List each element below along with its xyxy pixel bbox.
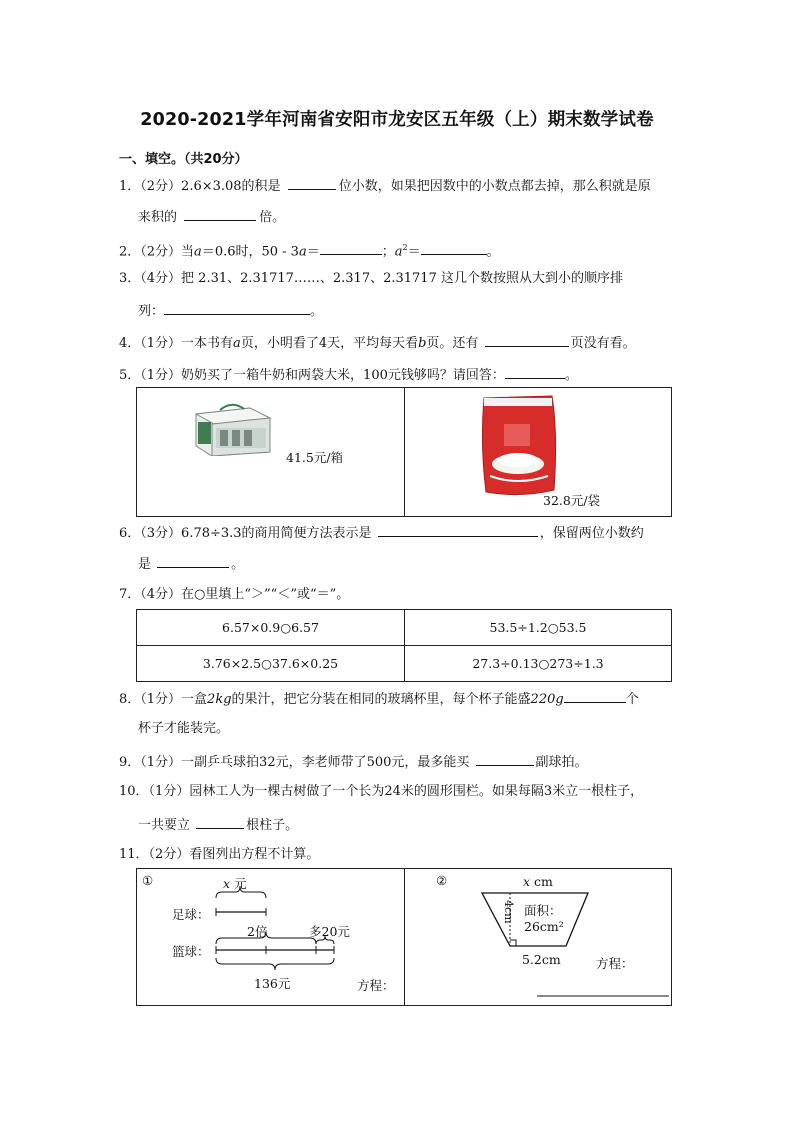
answer-blank[interactable]: [184, 208, 256, 221]
milk-box-image: [190, 398, 274, 456]
answer-blank[interactable]: [476, 753, 534, 766]
milk-price: 41.5元/箱: [286, 450, 344, 465]
more-label: 多20元: [309, 924, 350, 939]
answer-blank[interactable]: [505, 366, 565, 379]
question-8-line-1: 8．（1分）一盒2kg的果汁，把它分装在相同的玻璃杯里，每个杯子能盛220g 个: [119, 692, 639, 707]
top-base-label: x cm: [523, 874, 553, 889]
compare-cell[interactable]: 27.3÷0.13○273÷1.3: [405, 646, 672, 682]
question-1-line-2: 来积的 倍。: [138, 210, 286, 225]
answer-blank[interactable]: [157, 555, 229, 568]
figure-2-number: ②: [436, 873, 448, 888]
question-9: 9．（1分）一副乒乓球拍32元，李老师带了500元，最多能买 副球拍。: [119, 755, 588, 770]
compare-cell[interactable]: 53.5÷1.2○53.5: [405, 610, 672, 646]
question-1-line-1: 1．（2分）2.6×3.08的积是 位小数，如果把因数中的小数点都去掉，那么积就是原: [119, 179, 651, 194]
rice-bag-image: [474, 394, 566, 498]
question-10-line-1: 10．（1分）园林工人为一棵古树做了一个长为24米的圆形围栏。如果每隔3米立一根柱子，: [119, 784, 644, 799]
equation-2-label: 方程：: [596, 956, 634, 971]
answer-blank[interactable]: [421, 242, 487, 255]
answer-blank[interactable]: [378, 524, 538, 537]
question-5: 5．（1分）奶奶买了一箱牛奶和两袋大米，100元钱够吗？请回答： 。: [119, 368, 578, 383]
question-7: 7．（4分）在○里填上“＞”“＜”或“＝”。: [119, 587, 350, 602]
answer-blank[interactable]: [485, 334, 569, 347]
height-label: 4cm: [502, 900, 515, 924]
section-heading: 一、填空。（共20分）: [119, 152, 248, 167]
total-label: 136元: [254, 976, 291, 991]
area-value: 26cm²: [524, 919, 564, 934]
question-4: 4．（1分）一本书有a页，小明看了4天，平均每天看b页。还有 页没有看。: [119, 336, 636, 351]
times-label: 2倍: [247, 924, 268, 939]
football-label: 足球：: [172, 907, 210, 922]
figure-1-number: ①: [142, 873, 154, 888]
trapezoid-diagram: [404, 868, 672, 1006]
question-10-line-2: 一共要立 根柱子。: [138, 818, 299, 833]
question-3-line-1: 3．（4分）把 2.31、2.31717……、2.317、2.31717 这几个数按照从大到小的顺序排: [119, 271, 623, 286]
line-segment-diagram: [136, 868, 403, 1006]
question-2: 2．（2分）当a＝0.6时，50 - 3a＝ ；$a^2=$ 。: [119, 243, 500, 260]
page-title: 2020-2021学年河南省安阳市龙安区五年级（上）期末数学试卷: [140, 110, 654, 130]
question-3-line-2: 列： 。: [138, 304, 324, 319]
basketball-label: 篮球：: [172, 944, 210, 959]
question-8-line-2: 杯子才能装完。: [138, 721, 230, 736]
bottom-base-label: 5.2cm: [522, 952, 561, 967]
answer-blank[interactable]: [288, 177, 336, 190]
area-label: 面积：: [524, 903, 562, 918]
compare-cell[interactable]: 3.76×2.5○37.6×0.25: [137, 646, 405, 682]
question-6-line-2: 是 。: [138, 557, 245, 572]
question-7-table: [136, 609, 672, 682]
equation-1-label: 方程：: [357, 978, 395, 993]
answer-blank[interactable]: [196, 816, 244, 829]
answer-blank[interactable]: [320, 242, 382, 255]
compare-cell[interactable]: 6.57×0.9○6.57: [137, 610, 405, 646]
answer-blank[interactable]: [164, 302, 310, 315]
rice-price: 32.8元/袋: [543, 493, 601, 508]
figure-1-variable: x 元: [223, 876, 247, 891]
question-11: 11．（2分）看图列出方程不计算。: [119, 847, 320, 862]
answer-blank[interactable]: [564, 690, 626, 703]
question-6-line-1: 6．（3分）6.78÷3.3的商用简便方法表示是 ，保留两位小数约: [119, 526, 644, 541]
